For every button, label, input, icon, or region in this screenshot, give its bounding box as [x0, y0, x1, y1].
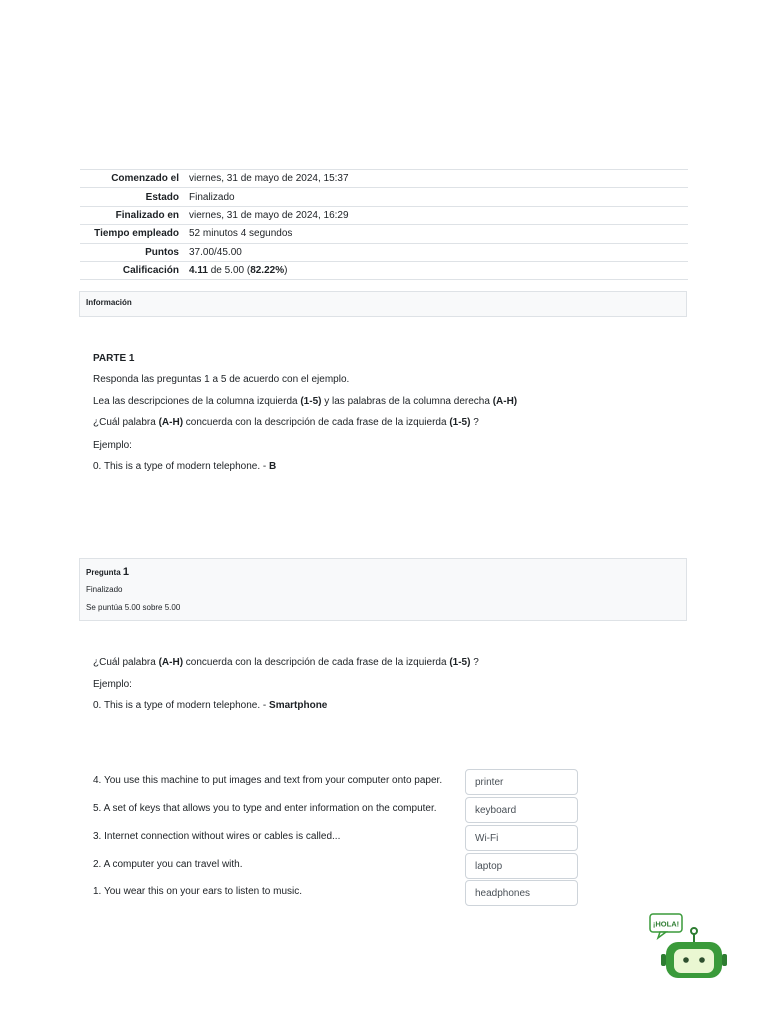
text-span: ? — [470, 417, 479, 428]
summary-label: Tiempo empleado — [94, 228, 179, 240]
text-span: ? — [470, 657, 479, 668]
part-instruction-2 — [93, 396, 517, 407]
match-answer-select[interactable]: keyboard — [465, 797, 578, 823]
match-description: 4. You use this machine to put images and text from your computer onto paper. — [93, 775, 443, 786]
bot-ear-right — [722, 954, 727, 966]
information-box — [79, 291, 687, 317]
summary-row-grade — [80, 261, 688, 279]
match-row — [93, 825, 613, 851]
bot-bubble-text: ¡HOLA! — [652, 919, 680, 929]
part-example-label: Ejemplo: — [93, 440, 132, 451]
antenna-tip — [691, 928, 697, 934]
text-span: ¿Cuál palabra — [93, 417, 159, 428]
text-span: concuerda con la descripción de cada frase de la izquierda — [183, 657, 450, 668]
match-row — [93, 853, 613, 879]
text-bold: Smartphone — [269, 700, 328, 711]
match-description: 1. You wear this on your ears to listen to music. — [93, 886, 302, 897]
text-span: y las palabras de la columna derecha — [321, 396, 493, 407]
summary-label: Calificación — [122, 265, 179, 277]
summary-row-points — [80, 243, 688, 261]
question-grade: Se puntúa 5.00 sobre 5.00 — [86, 603, 181, 612]
match-row — [93, 880, 613, 906]
part-instruction-3 — [93, 417, 479, 428]
question-example-label: Ejemplo: — [93, 679, 132, 690]
bot-face — [674, 949, 714, 973]
match-answer-select[interactable]: headphones — [465, 880, 578, 906]
chat-bot-button[interactable] — [644, 912, 730, 986]
summary-value: Finalizado — [189, 191, 235, 203]
grade-end: ) — [284, 265, 288, 277]
summary-row-time — [80, 225, 688, 243]
grade-mid: de 5.00 ( — [207, 265, 251, 277]
summary-value: viernes, 31 de mayo de 2024, 16:29 — [189, 209, 349, 221]
attempt-summary-table — [80, 169, 688, 280]
summary-row-state — [80, 188, 688, 206]
text-bold: (1-5) — [449, 657, 471, 668]
bot-ear-left — [661, 954, 666, 966]
text-span: Lea las descripciones de la columna izquierda — [93, 396, 301, 407]
part-instruction-1: Responda las preguntas 1 a 5 de acuerdo con el ejemplo. — [93, 374, 350, 385]
text-bold: (A-H) — [158, 417, 184, 428]
summary-value: viernes, 31 de mayo de 2024, 15:37 — [189, 173, 349, 185]
match-answer-select[interactable]: laptop — [465, 853, 578, 879]
bot-eye-left — [683, 957, 689, 963]
summary-label: Estado — [145, 191, 179, 203]
grade-percent: 82.22% — [250, 265, 285, 277]
text-span: 0. This is a type of modern telephone. - — [93, 700, 270, 711]
question-example — [93, 700, 327, 711]
question-title — [86, 566, 129, 578]
bot-eye-right — [699, 957, 705, 963]
text-bold: (A-H) — [158, 657, 184, 668]
match-answer-select[interactable]: printer — [465, 769, 578, 795]
match-row — [93, 797, 613, 823]
text-span: 0. This is a type of modern telephone. - — [93, 461, 270, 472]
question-text-1 — [93, 657, 479, 668]
summary-row-started — [80, 170, 688, 188]
summary-label: Comenzado el — [111, 173, 179, 185]
summary-grade-value — [189, 261, 688, 279]
text-bold: (A-H) — [492, 396, 518, 407]
summary-label: Puntos — [145, 246, 179, 258]
part-example — [93, 461, 276, 472]
match-description: 2. A computer you can travel with. — [93, 859, 243, 870]
question-number: 1 — [122, 566, 130, 578]
summary-value: 52 minutos 4 segundos — [189, 228, 293, 240]
summary-label: Finalizado en — [115, 209, 179, 221]
text-span: concuerda con la descripción de cada frase de la izquierda — [183, 417, 450, 428]
text-bold: (1-5) — [449, 417, 471, 428]
information-label: Información — [86, 298, 132, 307]
question-label: Pregunta — [86, 568, 123, 577]
summary-row-finished — [80, 206, 688, 224]
part-title: PARTE 1 — [93, 353, 135, 364]
match-description: 5. A set of keys that allows you to type and enter information on the computer. — [93, 803, 437, 814]
grade-score: 4.11 — [189, 265, 208, 277]
question-state: Finalizado — [86, 585, 123, 594]
match-description: 3. Internet connection without wires or cables is called... — [93, 831, 341, 842]
bubble-tail — [658, 932, 666, 938]
question-info-box — [79, 558, 687, 621]
text-span: ¿Cuál palabra — [93, 657, 159, 668]
text-bold: B — [269, 461, 277, 472]
summary-value: 37.00/45.00 — [189, 246, 242, 258]
match-row — [93, 769, 613, 795]
match-answer-select[interactable]: Wi-Fi — [465, 825, 578, 851]
text-bold: (1-5) — [300, 396, 322, 407]
